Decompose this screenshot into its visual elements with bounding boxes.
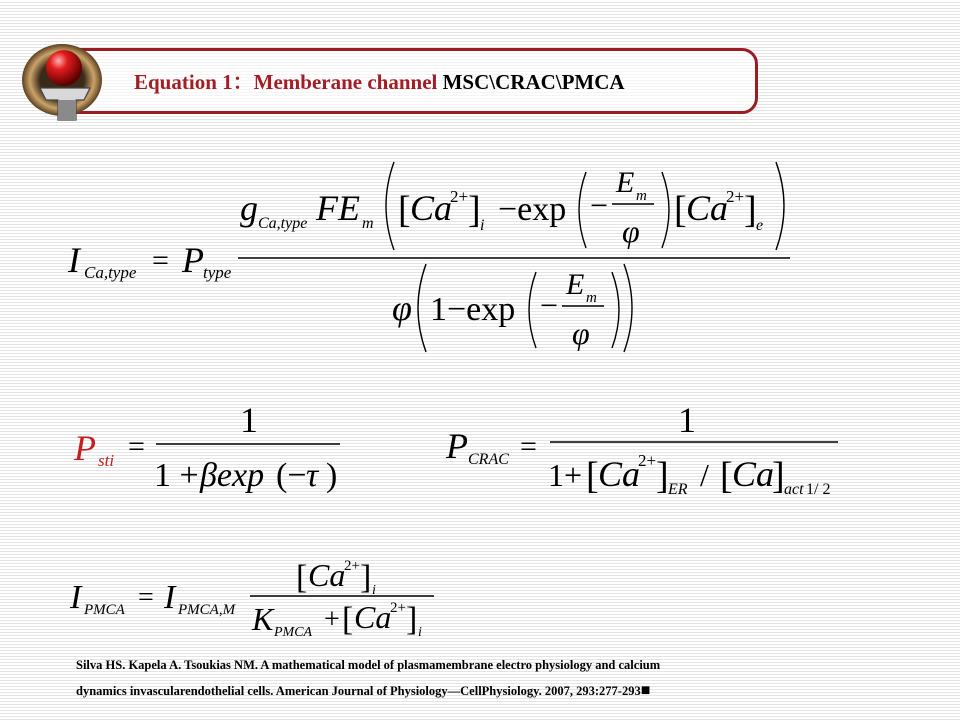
- svg-text:φ: φ: [622, 213, 640, 249]
- citation-line-2: [76, 678, 896, 704]
- svg-text:PMCA: PMCA: [84, 602, 125, 618]
- svg-text:[: [: [342, 601, 354, 638]
- svg-text:=: =: [138, 582, 154, 613]
- svg-text:type: type: [203, 263, 232, 282]
- title-red-text: Memberane channel: [253, 70, 438, 94]
- svg-text:(−: (−: [276, 457, 307, 494]
- svg-text:Ca: Ca: [732, 454, 775, 494]
- svg-text:Ca: Ca: [308, 557, 346, 593]
- svg-text:+: +: [324, 604, 340, 635]
- svg-text:i: i: [418, 625, 422, 640]
- svg-text:i: i: [372, 583, 376, 598]
- svg-text:I: I: [70, 579, 82, 616]
- svg-text:sti: sti: [98, 451, 115, 470]
- logo-icon: [18, 40, 110, 126]
- svg-text:]: ]: [360, 559, 372, 596]
- svg-text:2+: 2+: [450, 187, 469, 206]
- svg-text:P: P: [182, 240, 204, 280]
- svg-text:K: K: [252, 601, 274, 637]
- svg-text:[: [: [398, 189, 411, 231]
- svg-text:]: ]: [772, 455, 785, 497]
- svg-text:I: I: [164, 579, 176, 616]
- svg-text:E: E: [566, 268, 585, 301]
- svg-text:[: [: [296, 559, 308, 596]
- svg-text:βexp: βexp: [200, 457, 265, 494]
- svg-text:2+: 2+: [638, 451, 657, 470]
- svg-text:τ: τ: [306, 457, 319, 494]
- svg-text:/: /: [700, 457, 709, 493]
- equation-p-crac: [442, 400, 842, 500]
- equation-i-ca-type: [60, 150, 800, 360]
- svg-text:]: ]: [406, 601, 418, 638]
- svg-text:1: 1: [678, 400, 696, 440]
- svg-text:φ: φ: [572, 315, 590, 351]
- svg-text:e: e: [756, 217, 764, 234]
- citation-line-2-text: dynamics invascularendothelial cells. American Journal of Physiology—CellPhysiology. 2007, 293:277-293: [76, 684, 641, 698]
- svg-text:I: I: [68, 240, 80, 280]
- svg-text:ER: ER: [668, 481, 688, 498]
- svg-text:1+: 1+: [548, 457, 583, 493]
- svg-text:]: ]: [744, 189, 757, 231]
- svg-text:Ca: Ca: [410, 188, 453, 228]
- svg-text:1/ 2: 1/ 2: [806, 481, 831, 498]
- citation-end-mark: ■: [640, 682, 651, 699]
- svg-text:FE: FE: [316, 188, 360, 228]
- svg-text:−: −: [590, 187, 609, 223]
- svg-text:2+: 2+: [344, 558, 360, 574]
- equation-p-sti: [70, 400, 360, 500]
- svg-text:=: =: [128, 430, 145, 463]
- svg-text:−: −: [540, 287, 559, 323]
- svg-text:Ca,type: Ca,type: [84, 263, 137, 282]
- title-colon: ：: [232, 70, 254, 94]
- svg-text:]: ]: [468, 189, 481, 231]
- svg-text:m: m: [636, 188, 647, 204]
- svg-text:1 +: 1 +: [154, 457, 199, 494]
- svg-text:=: =: [520, 430, 537, 463]
- svg-text:act: act: [784, 481, 804, 498]
- svg-text:Ca: Ca: [354, 599, 392, 635]
- svg-text:[: [: [720, 455, 733, 497]
- svg-text:CRAC: CRAC: [468, 451, 509, 468]
- svg-text:PMCA,M: PMCA,M: [178, 602, 236, 618]
- svg-text:PMCA: PMCA: [274, 625, 313, 640]
- svg-text:P: P: [446, 426, 468, 466]
- svg-text:2+: 2+: [390, 600, 406, 616]
- svg-text:[: [: [674, 189, 687, 231]
- svg-text:φ: φ: [392, 288, 412, 328]
- citation-line-1: Silva HS. Kapela A. Tsoukias NM. A mathematical model of plasmamembrane electro physiology and calcium: [76, 658, 661, 672]
- svg-text:−exp: −exp: [498, 191, 567, 228]
- svg-text:]: ]: [656, 455, 669, 497]
- slide-title: [134, 72, 625, 93]
- svg-text:Ca: Ca: [598, 454, 641, 494]
- citation: [76, 652, 896, 704]
- svg-text:[: [: [586, 455, 599, 497]
- svg-text:m: m: [362, 215, 374, 232]
- svg-text:P: P: [74, 428, 96, 468]
- svg-text:m: m: [586, 290, 597, 306]
- svg-text:1: 1: [240, 400, 258, 440]
- equation-i-pmca: [66, 556, 446, 646]
- svg-text:): ): [326, 457, 338, 494]
- svg-text:Ca: Ca: [686, 188, 729, 228]
- svg-text:g: g: [240, 188, 258, 228]
- svg-text:i: i: [480, 217, 485, 234]
- svg-text:1−exp: 1−exp: [430, 291, 516, 328]
- title-black-text: MSC\CRAC\PMCA: [442, 70, 625, 94]
- title-prefix: Equation 1: [134, 70, 233, 94]
- svg-text:Ca,type: Ca,type: [258, 215, 308, 232]
- svg-text:=: =: [152, 244, 169, 277]
- svg-text:2+: 2+: [726, 187, 745, 206]
- svg-text:E: E: [616, 166, 635, 199]
